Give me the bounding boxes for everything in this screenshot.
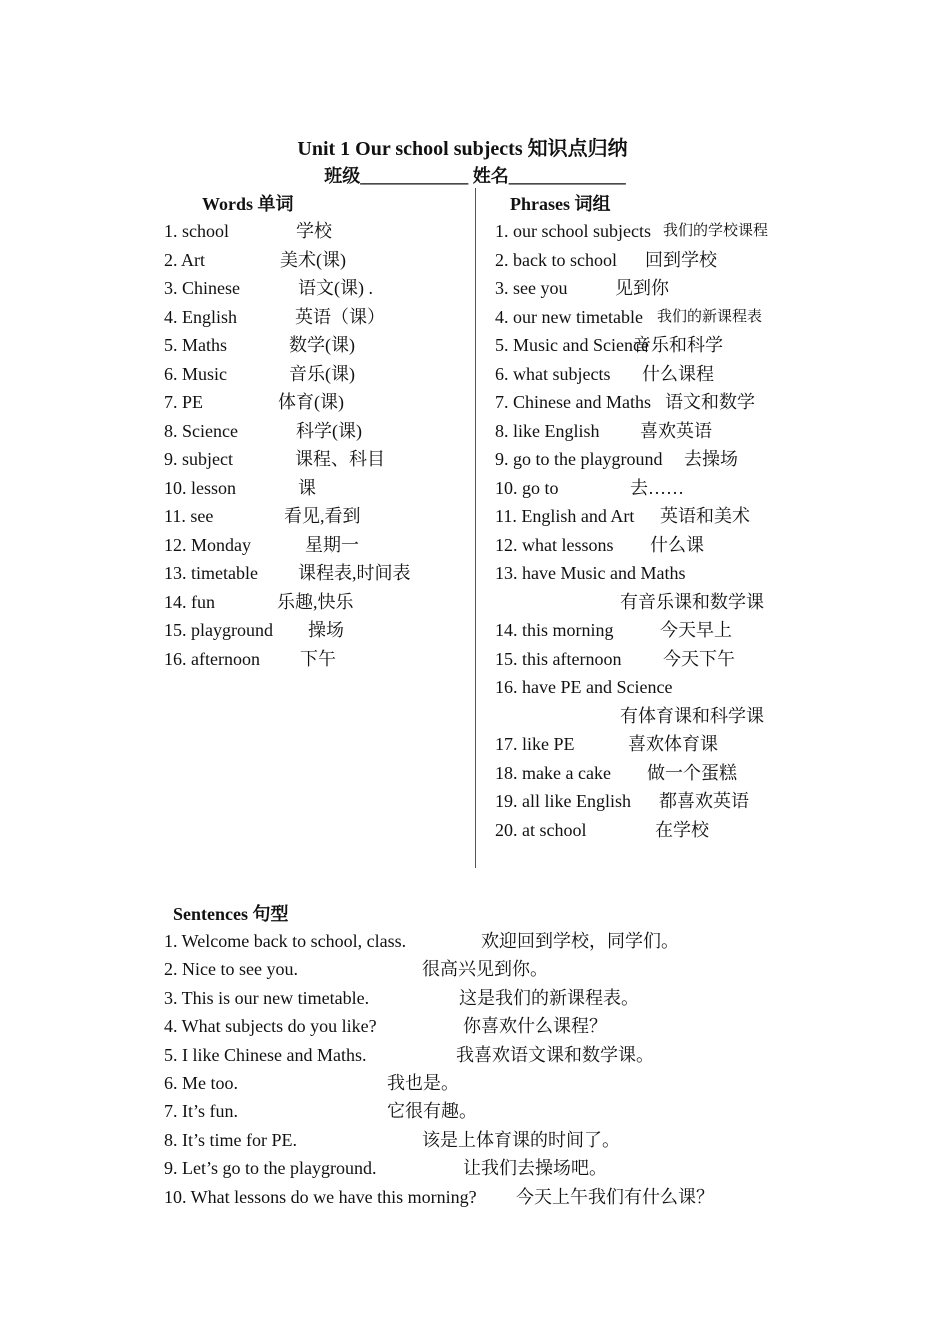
phrase-english: 2. back to school bbox=[495, 249, 617, 270]
word-chinese: 数学(课) bbox=[289, 335, 355, 355]
phrase-item bbox=[495, 362, 610, 386]
word-english: 10. lesson bbox=[164, 477, 236, 498]
sentence-chinese: 欢迎回到学校，同学们。 bbox=[481, 931, 679, 951]
sentence-item bbox=[164, 1185, 477, 1209]
class-name-fields: 班级____________ 姓名_____________ bbox=[324, 166, 626, 186]
phrase-item bbox=[495, 504, 634, 528]
sentences-heading: Sentences 句型 bbox=[173, 904, 289, 924]
sentence-english: 5. I like Chinese and Maths. bbox=[164, 1044, 367, 1065]
sentence-chinese: 你喜欢什么课程？ bbox=[463, 1016, 607, 1037]
word-item bbox=[164, 362, 227, 386]
phrase-item bbox=[495, 305, 643, 329]
sentence-chinese: 我喜欢语文课和数学课。 bbox=[456, 1044, 654, 1065]
word-chinese: 操场 bbox=[308, 620, 344, 640]
phrase-item bbox=[495, 533, 614, 557]
word-chinese: 乐趣,快乐 bbox=[277, 591, 354, 612]
phrase-item bbox=[495, 447, 662, 471]
word-english: 13. timetable bbox=[164, 563, 258, 583]
word-chinese: 学校 bbox=[296, 221, 332, 241]
phrase-item bbox=[495, 647, 621, 671]
sentence-chinese: 该是上体育课的时间了。 bbox=[422, 1129, 620, 1150]
sentence-english: 2. Nice to see you. bbox=[164, 959, 298, 980]
phrase-item bbox=[495, 789, 631, 813]
word-english: 16. afternoon bbox=[164, 648, 260, 669]
sentence-item bbox=[164, 1071, 238, 1095]
phrase-item bbox=[495, 561, 685, 585]
word-english: 8. Science bbox=[164, 420, 238, 441]
word-item bbox=[164, 419, 238, 443]
sentence-item bbox=[164, 957, 298, 981]
phrase-chinese: 喜欢体育课 bbox=[628, 734, 718, 754]
word-item bbox=[164, 305, 237, 329]
sentence-english: 1. Welcome back to school, class. bbox=[164, 931, 407, 951]
phrase-item bbox=[495, 761, 611, 785]
word-item bbox=[164, 504, 213, 528]
phrase-chinese: 见到你 bbox=[615, 278, 669, 298]
sentence-english: 7. It’s fun. bbox=[164, 1101, 238, 1122]
sentence-english: 9. Let’s go to the playground. bbox=[164, 1158, 377, 1179]
word-english: 14. fun bbox=[164, 591, 215, 612]
sentence-chinese: 今天上午我们有什么课？ bbox=[516, 1186, 714, 1207]
word-chinese: 课程、科目 bbox=[295, 449, 385, 469]
word-english: 12. Monday bbox=[164, 534, 251, 555]
word-english: 1. school bbox=[164, 221, 229, 241]
sentence-item bbox=[164, 929, 406, 953]
words-heading: Words 单词 bbox=[202, 194, 294, 214]
sentence-chinese: 这是我们的新课程表。 bbox=[459, 987, 639, 1008]
phrase-english: 4. our new timetable bbox=[495, 306, 643, 327]
sentence-english: 10. What lessons do we have this morning? bbox=[164, 1186, 477, 1207]
word-english: 15. playground bbox=[164, 620, 273, 640]
word-chinese: 音乐(课) bbox=[289, 363, 355, 384]
phrase-english: 9. go to the playground bbox=[495, 449, 663, 469]
phrase-item bbox=[495, 818, 587, 842]
phrase-item bbox=[495, 732, 575, 756]
sentence-item bbox=[164, 1156, 376, 1180]
phrase-item bbox=[495, 618, 614, 642]
word-item bbox=[164, 276, 240, 300]
sentence-item bbox=[164, 986, 369, 1010]
word-chinese: 科学(课) bbox=[296, 420, 362, 441]
word-chinese: 课程表,时间表 bbox=[298, 563, 411, 583]
phrase-chinese: 去…… bbox=[630, 477, 684, 498]
sentence-chinese: 我也是。 bbox=[387, 1073, 459, 1093]
phrase-english: 18. make a cake bbox=[495, 762, 611, 783]
phrase-chinese: 喜欢英语 bbox=[640, 420, 712, 441]
phrase-chinese: 语文和数学 bbox=[665, 392, 755, 412]
phrase-item bbox=[495, 419, 600, 443]
phrase-chinese: 去操场 bbox=[684, 449, 738, 469]
phrase-chinese: 今天下午 bbox=[663, 648, 735, 669]
phrase-chinese: 什么课程 bbox=[642, 363, 714, 384]
phrase-item bbox=[495, 333, 649, 357]
phrase-item bbox=[495, 476, 559, 500]
word-chinese: 英语（课） bbox=[295, 306, 385, 327]
phrase-chinese: 英语和美术 bbox=[660, 506, 750, 526]
phrase-english: 20. at school bbox=[495, 819, 587, 840]
phrase-item bbox=[495, 675, 672, 699]
phrase-english: 15. this afternoon bbox=[495, 648, 622, 669]
phrase-chinese: 有体育课和科学课 bbox=[620, 705, 764, 726]
word-item bbox=[164, 476, 236, 500]
sentence-chinese: 让我们去操场吧。 bbox=[463, 1158, 607, 1179]
phrase-item bbox=[495, 219, 651, 243]
phrase-english: 14. this morning bbox=[495, 620, 614, 640]
sentence-english: 6. Me too. bbox=[164, 1073, 238, 1093]
phrase-chinese: 我们的学校课程 bbox=[663, 223, 769, 239]
sentence-item bbox=[164, 1043, 366, 1067]
word-item bbox=[164, 219, 229, 243]
phrase-english: 3. see you bbox=[495, 278, 568, 298]
phrase-chinese: 音乐和科学 bbox=[633, 335, 723, 355]
phrase-english: 16. have PE and Science bbox=[495, 677, 673, 697]
sentence-chinese: 它很有趣。 bbox=[387, 1101, 477, 1122]
sentence-item bbox=[164, 1099, 238, 1123]
word-item bbox=[164, 447, 233, 471]
phrase-english: 6. what subjects bbox=[495, 363, 611, 384]
phrase-chinese: 做一个蛋糕 bbox=[647, 762, 737, 783]
word-item bbox=[164, 618, 273, 642]
word-chinese: 星期一 bbox=[305, 534, 359, 555]
word-item bbox=[164, 590, 215, 614]
phrase-english: 10. go to bbox=[495, 477, 559, 498]
word-item bbox=[164, 561, 258, 585]
word-item bbox=[164, 533, 251, 557]
phrase-english: 17. like PE bbox=[495, 734, 575, 754]
sentence-english: 4. What subjects do you like? bbox=[164, 1016, 377, 1037]
word-chinese: 美术(课) bbox=[280, 249, 346, 270]
phrase-chinese: 都喜欢英语 bbox=[659, 791, 749, 811]
word-english: 2. Art bbox=[164, 249, 206, 270]
word-english: 6. Music bbox=[164, 363, 227, 384]
phrase-english: 5. Music and Science bbox=[495, 335, 649, 355]
sentence-chinese: 很高兴见到你。 bbox=[422, 959, 548, 980]
word-english: 5. Maths bbox=[164, 335, 227, 355]
word-item bbox=[164, 333, 227, 357]
word-english: 7. PE bbox=[164, 392, 204, 412]
word-chinese: 看见,看到 bbox=[284, 506, 361, 526]
phrase-chinese: 今天早上 bbox=[660, 620, 732, 640]
word-item bbox=[164, 390, 203, 414]
page-title: Unit 1 Our school subjects 知识点归纳 bbox=[297, 138, 628, 160]
sentence-item bbox=[164, 1014, 377, 1038]
phrase-chinese: 有音乐课和数学课 bbox=[620, 591, 764, 612]
word-item bbox=[164, 647, 260, 671]
phrase-item bbox=[495, 276, 567, 300]
word-english: 3. Chinese bbox=[164, 278, 240, 298]
phrase-chinese: 回到学校 bbox=[645, 249, 717, 270]
word-english: 4. English bbox=[164, 306, 238, 327]
phrase-english: 1. our school subjects bbox=[495, 221, 651, 241]
phrase-english: 19. all like English bbox=[495, 791, 631, 811]
phrase-chinese: 什么课 bbox=[650, 534, 704, 555]
word-chinese: 课 bbox=[298, 477, 316, 498]
sentence-english: 8. It’s time for PE. bbox=[164, 1129, 297, 1150]
phrase-english: 11. English and Art bbox=[495, 506, 635, 526]
word-chinese: 语文(课) . bbox=[298, 278, 373, 298]
phrase-english: 13. have Music and Maths bbox=[495, 563, 686, 583]
word-chinese: 体育(课) bbox=[278, 392, 344, 412]
phrase-english: 8. like English bbox=[495, 420, 600, 441]
sentence-english: 3. This is our new timetable. bbox=[164, 987, 370, 1008]
phrase-english: 12. what lessons bbox=[495, 534, 614, 555]
word-english: 11. see bbox=[164, 506, 214, 526]
column-divider bbox=[475, 188, 476, 868]
phrase-english: 7. Chinese and Maths bbox=[495, 392, 651, 412]
word-english: 9. subject bbox=[164, 449, 233, 469]
phrase-item bbox=[495, 248, 617, 272]
phrase-chinese: 在学校 bbox=[655, 819, 709, 840]
phrase-chinese: 我们的新课程表 bbox=[657, 308, 763, 325]
word-chinese: 下午 bbox=[300, 648, 336, 669]
word-item bbox=[164, 248, 205, 272]
sentence-item bbox=[164, 1128, 297, 1152]
phrases-heading: Phrases 词组 bbox=[510, 194, 611, 214]
phrase-item bbox=[495, 390, 651, 414]
